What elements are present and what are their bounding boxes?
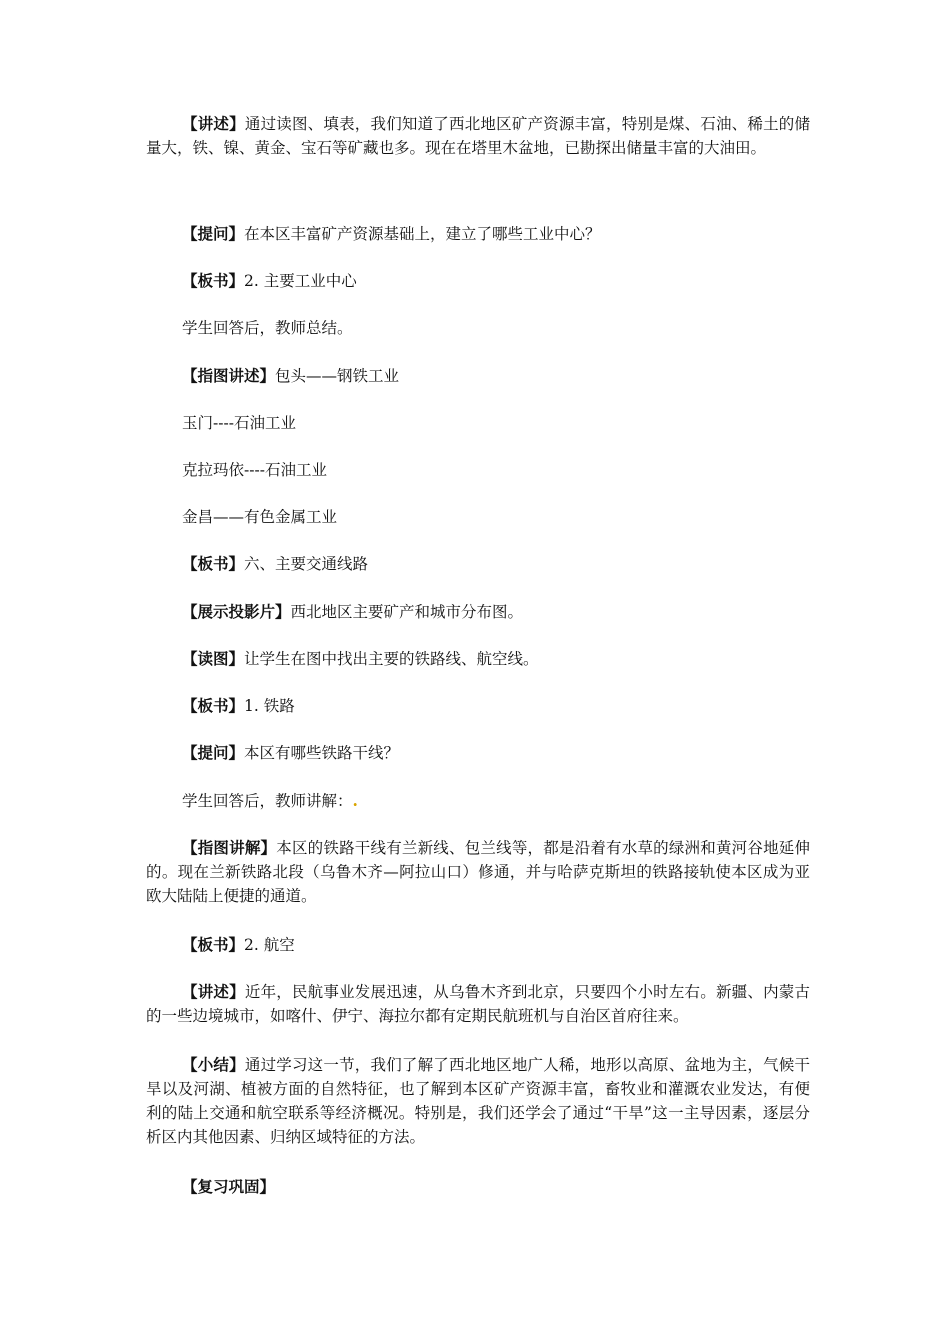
paragraph-text: 六、主要交通线路	[244, 555, 369, 573]
section-tag: 复习巩固	[197, 1177, 260, 1196]
bracket-close: 】	[228, 649, 245, 668]
paragraph-map-narration	[146, 364, 810, 388]
section-tag: 讲述	[197, 114, 230, 133]
bracket-open: 【	[182, 224, 198, 243]
bracket-close: 】	[229, 114, 245, 133]
paragraph-text: 1. 铁路	[244, 697, 295, 715]
paragraph-text: 学生回答后，教师讲解：	[182, 792, 353, 810]
bracket-close: 】	[259, 366, 276, 385]
bracket-close: 】	[229, 1055, 245, 1074]
section-tag: 板书	[197, 935, 229, 954]
section-tag: 指图讲述	[197, 366, 260, 385]
bracket-close: 】	[228, 224, 245, 243]
paragraph-text: 玉门----石油工业	[182, 414, 296, 432]
paragraph-blackboard-4	[146, 933, 810, 957]
bracket-open: 【	[182, 982, 198, 1001]
paragraph-question-1	[146, 222, 810, 246]
paragraph-text: 2. 航空	[244, 936, 295, 954]
paragraph-text: 包头——钢铁工业	[275, 367, 400, 385]
section-tag: 板书	[197, 696, 229, 715]
bracket-close: 】	[260, 838, 277, 857]
bracket-close: 】	[275, 602, 291, 621]
paragraph-text: 让学生在图中找出主要的铁路线、航空线。	[244, 650, 539, 668]
bracket-open: 【	[182, 743, 198, 762]
paragraph-blackboard-1	[146, 269, 810, 293]
bracket-close: 】	[228, 935, 245, 954]
bracket-open: 【	[182, 1177, 198, 1196]
paragraph-text: 2. 主要工业中心	[244, 272, 357, 290]
paragraph-text: 在本区丰富矿产资源基础上，建立了哪些工业中心？	[244, 225, 601, 243]
section-tag: 读图	[197, 649, 229, 668]
bracket-close: 】	[259, 1177, 276, 1196]
paragraph-summary	[146, 1053, 810, 1149]
paragraph-read-map	[146, 647, 810, 671]
trailing-dot-mark: .	[352, 791, 358, 810]
bracket-open: 【	[182, 1055, 198, 1074]
section-tag: 指图讲解	[197, 838, 261, 857]
paragraph-text: 近年，民航事业发展迅速，从乌鲁木齐到北京，只要四个小时左右。新疆、内蒙古的一些边境城市，如喀什、伊宁、海拉尔都有定期民航班机与自治区首府往来。	[146, 983, 810, 1025]
paragraph-map-explain	[146, 836, 810, 908]
bracket-open: 【	[182, 114, 198, 133]
paragraph-plain-karamay	[182, 458, 802, 482]
section-tag: 小结	[197, 1055, 230, 1074]
bracket-close: 】	[228, 271, 245, 290]
paragraph-review	[146, 1175, 810, 1199]
paragraph-text: 通过学习这一节，我们了解了西北地区地广人稀，地形以高原、盆地为主，气候干旱以及河湖、植被方面的自然特征，也了解到本区矿产资源丰富，畜牧业和灌溉农业发达，有便利的陆上交通和航空联系等经济概况。特别是，我们还学会了通过“干旱”这一主导因素，逐层分析区内其他因素、归纳区域特征的方法。	[146, 1056, 810, 1146]
paragraph-text: 西北地区主要矿产和城市分布图。	[290, 603, 524, 621]
paragraph-plain-yumen	[182, 411, 802, 435]
section-tag: 提问	[197, 743, 229, 762]
section-tag: 讲述	[197, 982, 230, 1001]
paragraph-text: 学生回答后，教师总结。	[182, 319, 353, 337]
paragraph-blackboard-2	[146, 552, 810, 576]
section-tag: 提问	[197, 224, 229, 243]
bracket-open: 【	[182, 271, 198, 290]
bracket-open: 【	[182, 366, 198, 385]
bracket-open: 【	[182, 696, 198, 715]
paragraph-text: 本区的铁路干线有兰新线、包兰线等，都是沿着有水草的绿洲和黄河谷地延伸的。现在兰新铁路北段（乌鲁木齐—阿拉山口）修通，并与哈萨克斯坦的铁路接轨使本区成为亚欧大陆陆上便捷的通道。	[146, 839, 810, 905]
paragraph-plain-jinchang	[182, 505, 802, 529]
bracket-close: 】	[228, 743, 245, 762]
bracket-close: 】	[228, 696, 245, 715]
paragraph-narration-1	[146, 112, 810, 160]
bracket-close: 】	[229, 982, 245, 1001]
section-tag: 展示投影片	[197, 602, 276, 621]
paragraph-text: 本区有哪些铁路干线？	[244, 744, 400, 762]
bracket-open: 【	[182, 838, 198, 857]
paragraph-slide	[146, 600, 810, 624]
bracket-open: 【	[182, 554, 198, 573]
paragraph-text: 通过读图、填表，我们知道了西北地区矿产资源丰富，特别是煤、石油、稀土的储量大，铁、镍、黄金、宝石等矿藏也多。现在在塔里木盆地，已勘探出储量丰富的大油田。	[146, 115, 810, 157]
paragraph-text: 克拉玛依----石油工业	[182, 461, 327, 479]
section-tag: 板书	[197, 271, 229, 290]
bracket-open: 【	[182, 935, 198, 954]
paragraph-question-2	[146, 741, 810, 765]
bracket-open: 【	[182, 649, 198, 668]
section-tag: 板书	[197, 554, 229, 573]
bracket-close: 】	[228, 554, 245, 573]
paragraph-plain-1	[182, 316, 802, 340]
paragraph-plain-2	[182, 789, 802, 813]
paragraph-text: 金昌——有色金属工业	[182, 508, 338, 526]
bracket-open: 【	[182, 602, 198, 621]
paragraph-blackboard-3	[146, 694, 810, 718]
paragraph-narration-2	[146, 980, 810, 1028]
